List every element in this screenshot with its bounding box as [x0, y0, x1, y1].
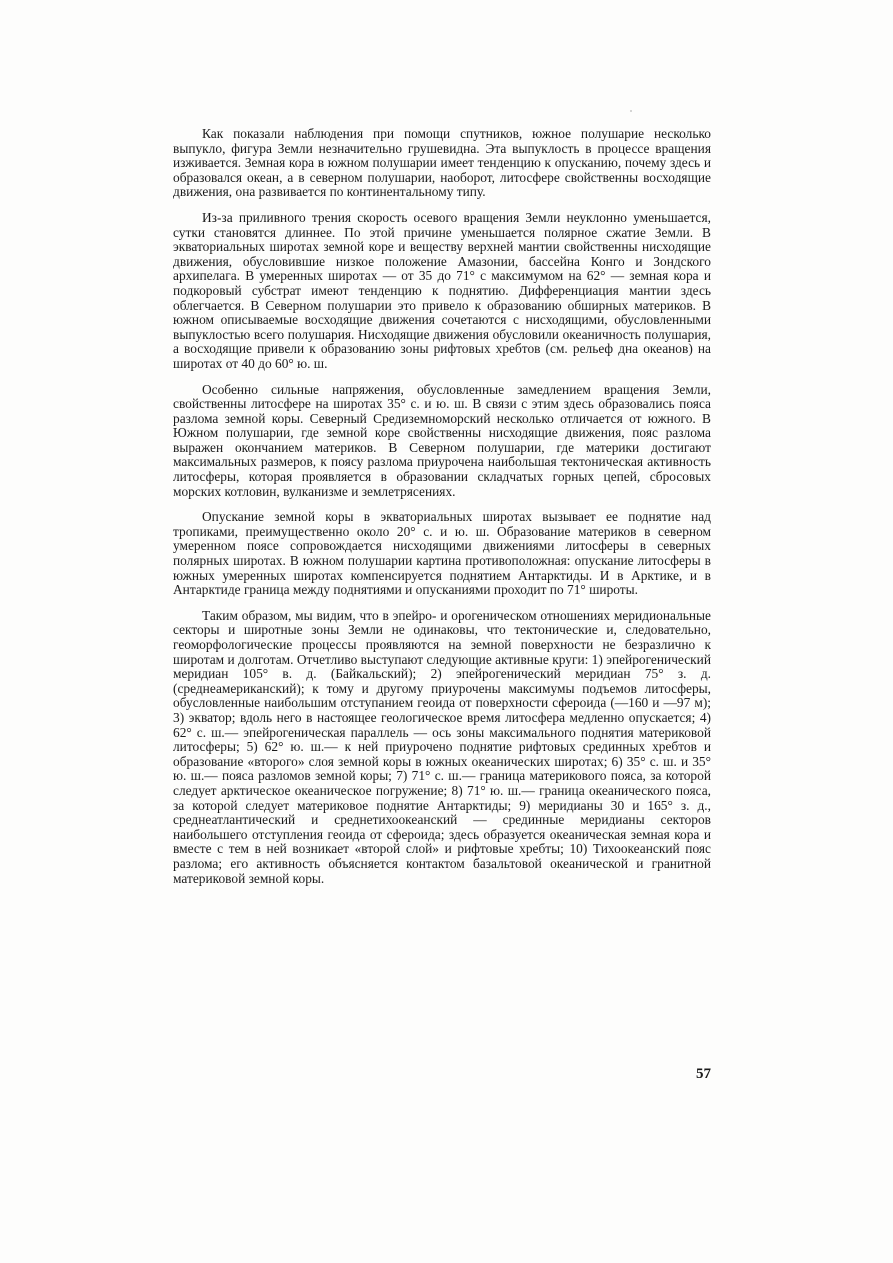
- paragraph-5: Таким образом, мы видим, что в эпейро- и орогеническом отношениях меридиональные секторы и широтные зоны Земли не одинаковы, что тектонические и, следовательно, геоморфологические процессы проявляются на земной поверхности не безразлично к широтам и долготам. Отчетливо выступают следующие активные круги: 1) эпейрогенический меридиан 105° в. д. (Байкальский); 2) эпейрогенический меридиан 75° з. д. (среднеамериканский); к тому и другому приурочены максимумы подъемов литосферы, обусловленные наибольшим отступанием геоида от поверхности сфероида (—160 и —97 м); 3) экватор; вдоль него в настоящее геологическое время литосфера медленно опускается; 4) 62° с. ш.— эпейрогеническая параллель — ось зоны максимального поднятия материковой литосферы; 5) 62° ю. ш.— к ней приурочено поднятие рифтовых срединных хребтов и образование «второго» слоя земной коры в южных океанических широтах; 6) 35° с. ш. и 35° ю. ш.— пояса разломов земной коры; 7) 71° с. ш.— граница материкового пояса, за которой следует арктическое океаническое погружение; 8) 71° ю. ш.— граница океанического пояса, за которой следует материковое поднятие Антарктиды; 9) меридианы 30 и 165° з. д., среднеатлантический и среднетихоокеанский — срединные меридианы секторов наибольшего отступления геоида от сфероида; здесь образуется океаническая земная кора и вместе с тем в ней возникает «второй слой» и рифтовые хребты; 10) Тихоокеанский пояс разлома; его активность объясняется контактом базальтовой океанической и гранитной материковой земной коры.: [173, 607, 711, 886]
- paragraph-3: Особенно сильные напряжения, обусловленные замедлением вращения Земли, свойственны литосфере на широтах 35° с. и ю. ш. В связи с этим здесь образовались пояса разлома земной коры. Северный Средиземноморский несколько отличается от южного. В Южном полушарии, где земной коре свойственны нисходящие движения, пояс разлома выражен окончанием материков. В Северном полушарии, где материки достигают максимальных размеров, к поясу разлома приурочена наибольшая тектоническая активность литосферы, которая проявляется в образовании складчатых горных цепей, сбросовых морских котловин, вулканизме и землетрясениях.: [173, 381, 711, 499]
- paragraph-1: Как показали наблюдения при помощи спутников, южное полушарие несколько выпукло, фигура Земли незначительно грушевидна. Эта выпуклость в процессе вращения изживается. Земная кора в южном полушарии имеет тенденцию к опусканию, почему здесь и образовался океан, а в северном полушарии, наоборот, литосфере свойственны восходящие движения, она развивается по континентальному типу.: [173, 126, 711, 200]
- page-number: 57: [696, 1066, 711, 1082]
- paragraph-4: Опускание земной коры в экваториальных широтах вызывает ее поднятие над тропиками, преимущественно около 20° с. и ю. ш. Образование материков в северном умеренном поясе сопровождается нисходящими движениями литосферы в северных полярных широтах. В южном полушарии картина противоположная: опускание литосферы в южных умеренных широтах компенсируется поднятием Антарктиды. И в Арктике, и в Антарктиде граница между поднятиями и опусканиями проходит по 71° широты.: [173, 509, 711, 598]
- paragraph-2: Из-за приливного трения скорость осевого вращения Земли неуклонно уменьшается, сутки становятся длиннее. По этой причине уменьшается полярное сжатие Земли. В экваториальных широтах земной коре и веществу верхней мантии свойственны нисходящие движения, обусловившие низкое положение Амазонии, бассейна Конго и Зондского архипелага. В умеренных широтах — от 35 до 71° с максимумом на 62° — земная кора и подкоровый субстрат имеют тенденцию к поднятию. Дифференциация мантии здесь облегчается. В Северном полушарии это привело к образованию обширных материков. В южном описываемые восходящие движения сочетаются с нисходящими, обусловленными выпуклостью всего полушария. Нисходящие движения обусловили океаничность полушария, а восходящие привели к образованию зоны рифтовых хребтов (см. рельеф дна океанов) на широтах от 40 до 60° ю. ш.: [173, 209, 711, 371]
- scan-speck: [630, 110, 632, 112]
- body-text: [173, 127, 711, 897]
